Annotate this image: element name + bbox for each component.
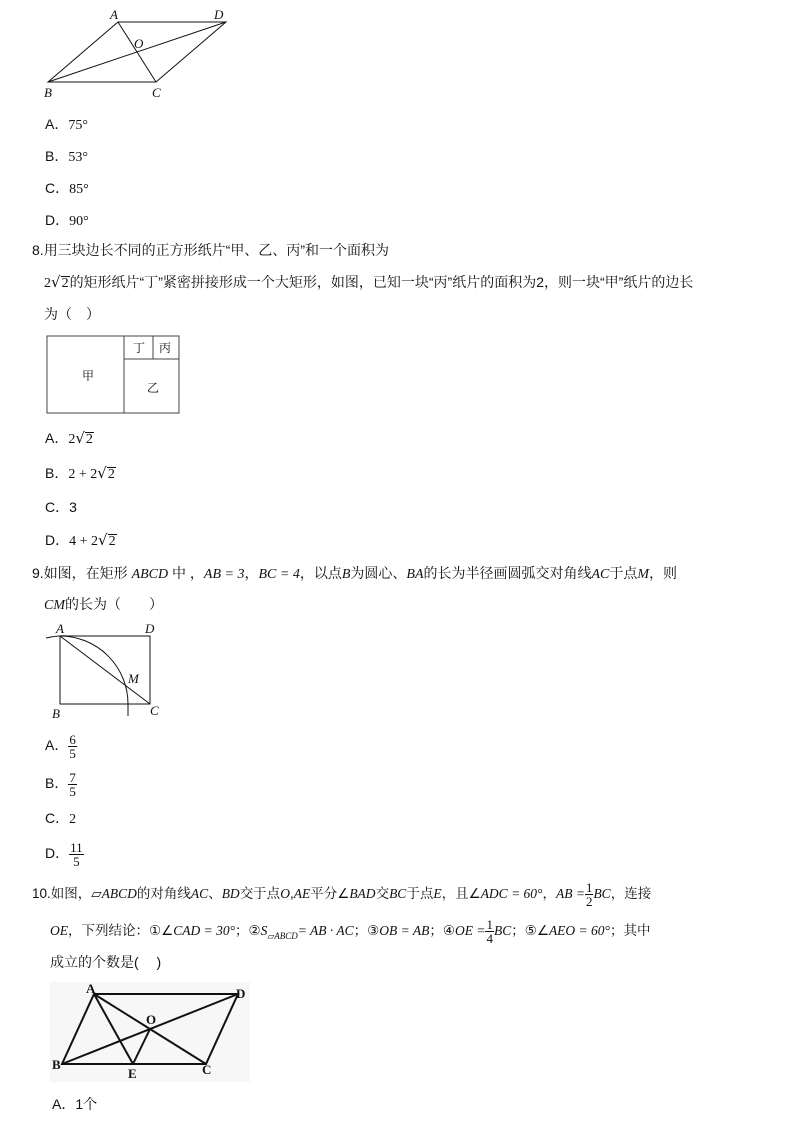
parallelogram-symbol: ▱ — [91, 886, 102, 902]
q10-adc: ADC = 60° — [480, 886, 543, 902]
q8-label-bing: 丙 — [159, 341, 172, 355]
q8-line2 — [44, 273, 693, 293]
q10-text: 平分∠ — [310, 886, 350, 902]
q7-option-b — [45, 146, 88, 168]
q10-text: 交于点 — [239, 886, 281, 902]
option-letter: A． — [45, 430, 69, 446]
q10-text: 成立的个数是( ) — [50, 954, 162, 970]
question-number: 8. — [32, 242, 44, 258]
q10-text: ；③ — [353, 923, 380, 939]
q8-rectangle-figure — [46, 335, 182, 417]
option-fraction — [68, 771, 77, 798]
option-value: 90° — [69, 214, 89, 229]
q10-text: 如图， — [50, 886, 92, 902]
option-letter: D． — [45, 845, 70, 862]
q10-ab: AB = — [555, 886, 585, 902]
q10-label-D: D — [236, 986, 246, 1001]
q7-option-d — [45, 210, 89, 232]
q10-area-symbol: S — [260, 923, 268, 939]
q10-label-E: E — [128, 1066, 137, 1081]
q7-label-O: O — [134, 36, 144, 51]
q10-line2 — [50, 918, 650, 945]
q8-option-c — [45, 497, 77, 517]
q10-ac: AC — [190, 886, 209, 902]
q9-text: ， — [189, 565, 204, 581]
option-letter: D． — [45, 532, 70, 548]
q10-text: ，下列结论：①∠ — [68, 923, 174, 939]
q9-option-b — [45, 771, 77, 798]
q9-rectangle-arc-figure — [40, 620, 170, 724]
question-number: 9. — [32, 565, 44, 581]
option-letter: B． — [45, 148, 69, 164]
option-letter: B． — [45, 465, 69, 481]
q9-option-a — [45, 733, 77, 760]
q10-text: 、 — [208, 886, 222, 902]
q8-text-end: 为（ ） — [44, 306, 100, 322]
q10-label-O: O — [146, 1012, 157, 1027]
q9-ab: AB = 3 — [203, 567, 245, 582]
q7-label-C: C — [152, 85, 161, 100]
option-value: 2√2 — [68, 429, 93, 447]
q10-bd: BD — [221, 886, 240, 902]
fraction-numerator: 6 — [69, 732, 76, 747]
option-letter: A． — [45, 737, 69, 754]
q10-text: ，且∠ — [441, 886, 481, 902]
fraction-numerator: 1 — [486, 917, 493, 932]
q10-aeo: AEO = 60° — [548, 923, 610, 939]
q9-text: 如图，在矩形 — [43, 565, 128, 581]
q8-label-ding: 丁 — [133, 341, 146, 355]
option-value: 75° — [68, 118, 88, 133]
q9-b: B — [341, 567, 351, 582]
q10-bad: BAD — [349, 886, 376, 902]
q8-coef: 2 — [44, 276, 51, 291]
q9-cm: CM — [44, 598, 65, 613]
option-fraction — [69, 841, 84, 868]
q9-ba: BA — [406, 567, 424, 582]
q9-text: ， — [244, 565, 259, 581]
q10-para: ABCD — [101, 886, 137, 902]
q10-text: 交 — [375, 886, 390, 902]
q9-text: ，则 — [649, 565, 678, 581]
q8-label-jia: 甲 — [82, 369, 95, 383]
q10-option-a — [52, 1094, 97, 1114]
q9-text: 的长为（ ） — [65, 596, 163, 612]
q8-text: 用三块边长不同的正方形纸片“甲、乙、丙”和一个面积为 — [43, 242, 390, 258]
option-value: 85° — [69, 182, 89, 197]
fraction-denominator: 4 — [486, 931, 493, 946]
q9-option-c — [45, 808, 76, 830]
q10-quarter-fraction — [485, 918, 494, 945]
q7-label-A: A — [110, 7, 118, 22]
q10-bc: BC — [389, 886, 407, 902]
q9-label-D: D — [145, 621, 155, 636]
q7-parallelogram-figure — [38, 4, 238, 104]
fraction-numerator: 11 — [70, 840, 83, 855]
option-value: 2 + 2√2 — [68, 464, 115, 482]
q10-text: ，连接 — [610, 886, 652, 902]
q7-option-a — [45, 114, 88, 136]
fraction-numerator: 1 — [585, 880, 593, 895]
q10-oe: OE — [50, 923, 68, 939]
option-fraction — [68, 733, 77, 760]
fraction-denominator: 5 — [73, 854, 80, 869]
q10-label-C: C — [202, 1062, 212, 1077]
q10-area-subscript: ▱ABCD — [267, 930, 298, 941]
q10-line3 — [50, 953, 161, 971]
q10-parallelogram-figure — [50, 982, 250, 1082]
q9-text: 的长为半径画圆弧交对角线 — [423, 565, 592, 581]
option-value: 4 + 2√2 — [69, 531, 116, 549]
radical-sign: √ — [51, 273, 61, 291]
q9-rect-name: ABCD — [131, 567, 169, 582]
q10-text: ；其中 — [609, 923, 651, 939]
q10-ob-ab: OB = AB — [379, 923, 430, 939]
q10-text: 的对角线 — [136, 886, 191, 902]
option-letter: C． — [45, 499, 70, 515]
option-letter: C． — [45, 180, 70, 196]
q10-label-B: B — [52, 1057, 61, 1072]
q10-ae: AE — [293, 886, 311, 902]
q7-option-c — [45, 178, 89, 200]
q8-line1 — [32, 241, 389, 259]
q8-option-a — [45, 428, 94, 450]
option-value: 1个 — [75, 1096, 98, 1112]
q9-option-d — [45, 841, 84, 868]
q9-line2 — [44, 595, 163, 615]
fraction-denominator: 5 — [69, 746, 76, 761]
q10-e: E — [433, 886, 442, 902]
q10-bc: BC — [493, 923, 512, 939]
question-number: 10. — [32, 886, 51, 902]
q10-text: ；④ — [429, 923, 455, 939]
option-letter: C． — [45, 810, 70, 826]
option-value: 2 — [69, 812, 77, 827]
q8-label-yi: 乙 — [147, 381, 160, 395]
q10-text: ；② — [234, 923, 261, 939]
q7-label-D: D — [214, 7, 224, 22]
q9-bc: BC = 4 — [258, 567, 300, 582]
q9-m: M — [637, 567, 650, 582]
q9-text: 为圆心、 — [350, 565, 407, 581]
q10-oe: OE = — [454, 923, 486, 939]
option-value: 53° — [68, 150, 88, 165]
q10-text: ；⑤∠ — [511, 923, 549, 939]
option-letter: B． — [45, 775, 69, 792]
q8-radicand: 2 — [61, 276, 69, 291]
option-letter: A． — [52, 1096, 76, 1112]
q9-line1 — [32, 564, 677, 584]
q10-text: ， — [542, 886, 556, 902]
q9-text: ，以点 — [299, 565, 342, 581]
q8-option-b — [45, 463, 116, 485]
q8-option-d — [45, 530, 117, 552]
q8-line3 — [44, 305, 100, 323]
q9-ac: AC — [591, 567, 610, 582]
fraction-denominator: 5 — [69, 784, 76, 799]
q9-label-C: C — [150, 703, 159, 718]
q8-text-rest: 的矩形纸片“丁”紧密拼接形成一个大矩形，如图，已知一块“丙”纸片的面积为2，则一块“甲”纸片的边长 — [69, 274, 694, 290]
q7-label-B: B — [44, 85, 52, 100]
option-value: 3 — [69, 499, 77, 515]
q10-cad: CAD = 30° — [173, 923, 235, 939]
q9-text: 于点 — [609, 565, 638, 581]
fraction-denominator: 2 — [585, 894, 593, 909]
q10-o: O — [280, 886, 290, 902]
q9-text: 中 — [172, 565, 187, 581]
option-letter: A． — [45, 116, 69, 132]
option-letter: D． — [45, 212, 70, 228]
q9-label-B: B — [52, 706, 60, 721]
q10-bc: BC — [593, 886, 611, 902]
fraction-numerator: 7 — [69, 770, 76, 785]
q9-label-M: M — [128, 671, 139, 686]
q10-area-expr: = AB · AC — [297, 923, 354, 939]
q10-label-A: A — [86, 982, 96, 996]
q10-line1 — [32, 881, 651, 908]
q9-label-A: A — [56, 621, 64, 636]
q10-text: 于点 — [406, 886, 434, 902]
q10-text: , — [289, 886, 294, 902]
